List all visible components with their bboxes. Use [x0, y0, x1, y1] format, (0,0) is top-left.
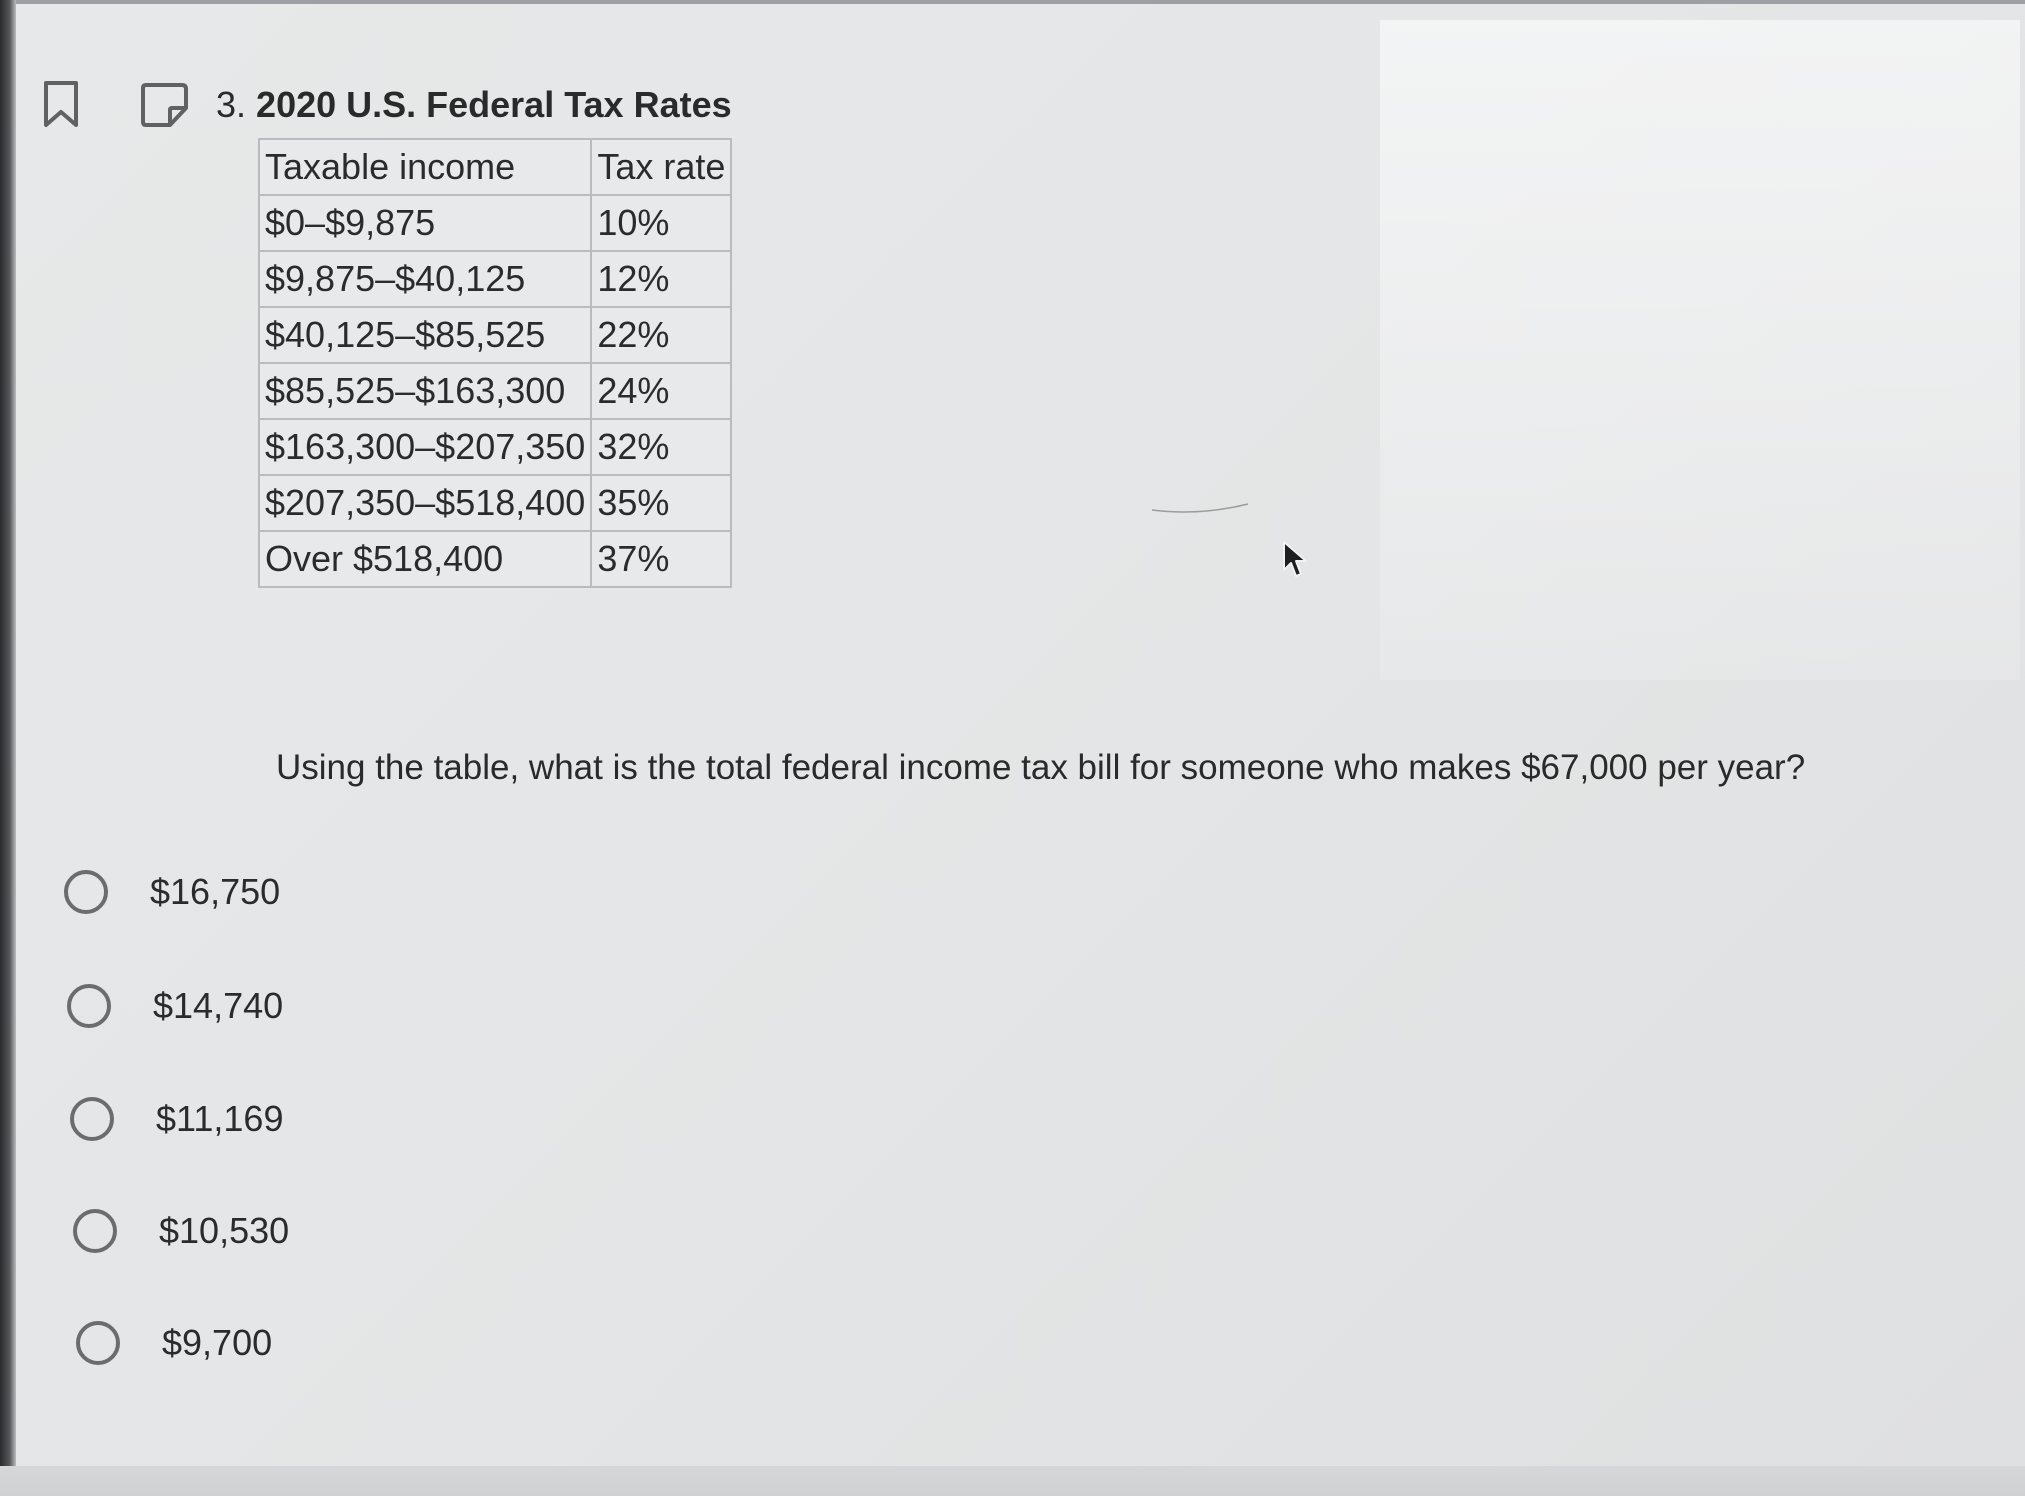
- answer-option-5[interactable]: [76, 1321, 272, 1365]
- bookmark-icon[interactable]: [42, 80, 80, 128]
- screen-bottom-edge: [0, 1466, 2025, 1496]
- table-cell-rate: 32%: [591, 419, 731, 475]
- table-cell-income: $207,350–$518,400: [259, 475, 591, 531]
- table-row: [259, 419, 731, 475]
- note-icon[interactable]: [140, 82, 190, 128]
- table-row: [259, 363, 731, 419]
- tax-rate-table: [258, 138, 732, 588]
- table-header-row: [259, 139, 731, 195]
- table-row: [259, 251, 731, 307]
- table-cell-rate: 10%: [591, 195, 731, 251]
- answer-option-3[interactable]: [70, 1097, 283, 1141]
- table-cell-income: Over $518,400: [259, 531, 591, 587]
- answer-option-label[interactable]: $16,750: [150, 871, 281, 912]
- radio-button-icon[interactable]: [73, 1209, 117, 1253]
- question-prompt: Using the table, what is the total federal income tax bill for someone who makes $67,000 per year?: [276, 748, 1806, 787]
- table-cell-income: $85,525–$163,300: [259, 363, 591, 419]
- table-row: [259, 307, 731, 363]
- table-cell-rate: 35%: [591, 475, 731, 531]
- table-header-taxable-income: Taxable income: [259, 139, 591, 195]
- radio-button-icon[interactable]: [67, 984, 111, 1028]
- answer-option-label[interactable]: $14,740: [153, 985, 284, 1026]
- stray-mark: [1150, 500, 1250, 520]
- answer-option-label[interactable]: $10,530: [159, 1210, 290, 1251]
- table-cell-income: $40,125–$85,525: [259, 307, 591, 363]
- question-header: [216, 84, 732, 126]
- table-row: [259, 475, 731, 531]
- table-cell-rate: 24%: [591, 363, 731, 419]
- table-row: [259, 195, 731, 251]
- answer-option-4[interactable]: [73, 1209, 289, 1253]
- radio-button-icon[interactable]: [70, 1097, 114, 1141]
- radio-button-icon[interactable]: [64, 870, 108, 914]
- question-title: 2020 U.S. Federal Tax Rates: [256, 84, 732, 125]
- mouse-cursor-icon: [1282, 540, 1310, 582]
- answer-option-label[interactable]: $11,169: [156, 1098, 284, 1139]
- table-cell-income: $0–$9,875: [259, 195, 591, 251]
- table-header-tax-rate: Tax rate: [591, 139, 731, 195]
- table-cell-income: $9,875–$40,125: [259, 251, 591, 307]
- answer-option-label[interactable]: $9,700: [162, 1322, 273, 1363]
- question-number: 3.: [216, 84, 247, 125]
- table-cell-rate: 37%: [591, 531, 731, 587]
- table-cell-income: $163,300–$207,350: [259, 419, 591, 475]
- radio-button-icon[interactable]: [76, 1321, 120, 1365]
- answer-option-2[interactable]: [67, 984, 283, 1028]
- table-row: [259, 531, 731, 587]
- table-cell-rate: 12%: [591, 251, 731, 307]
- answer-option-1[interactable]: [64, 870, 280, 914]
- table-cell-rate: 22%: [591, 307, 731, 363]
- screen-left-bezel: [0, 0, 16, 1496]
